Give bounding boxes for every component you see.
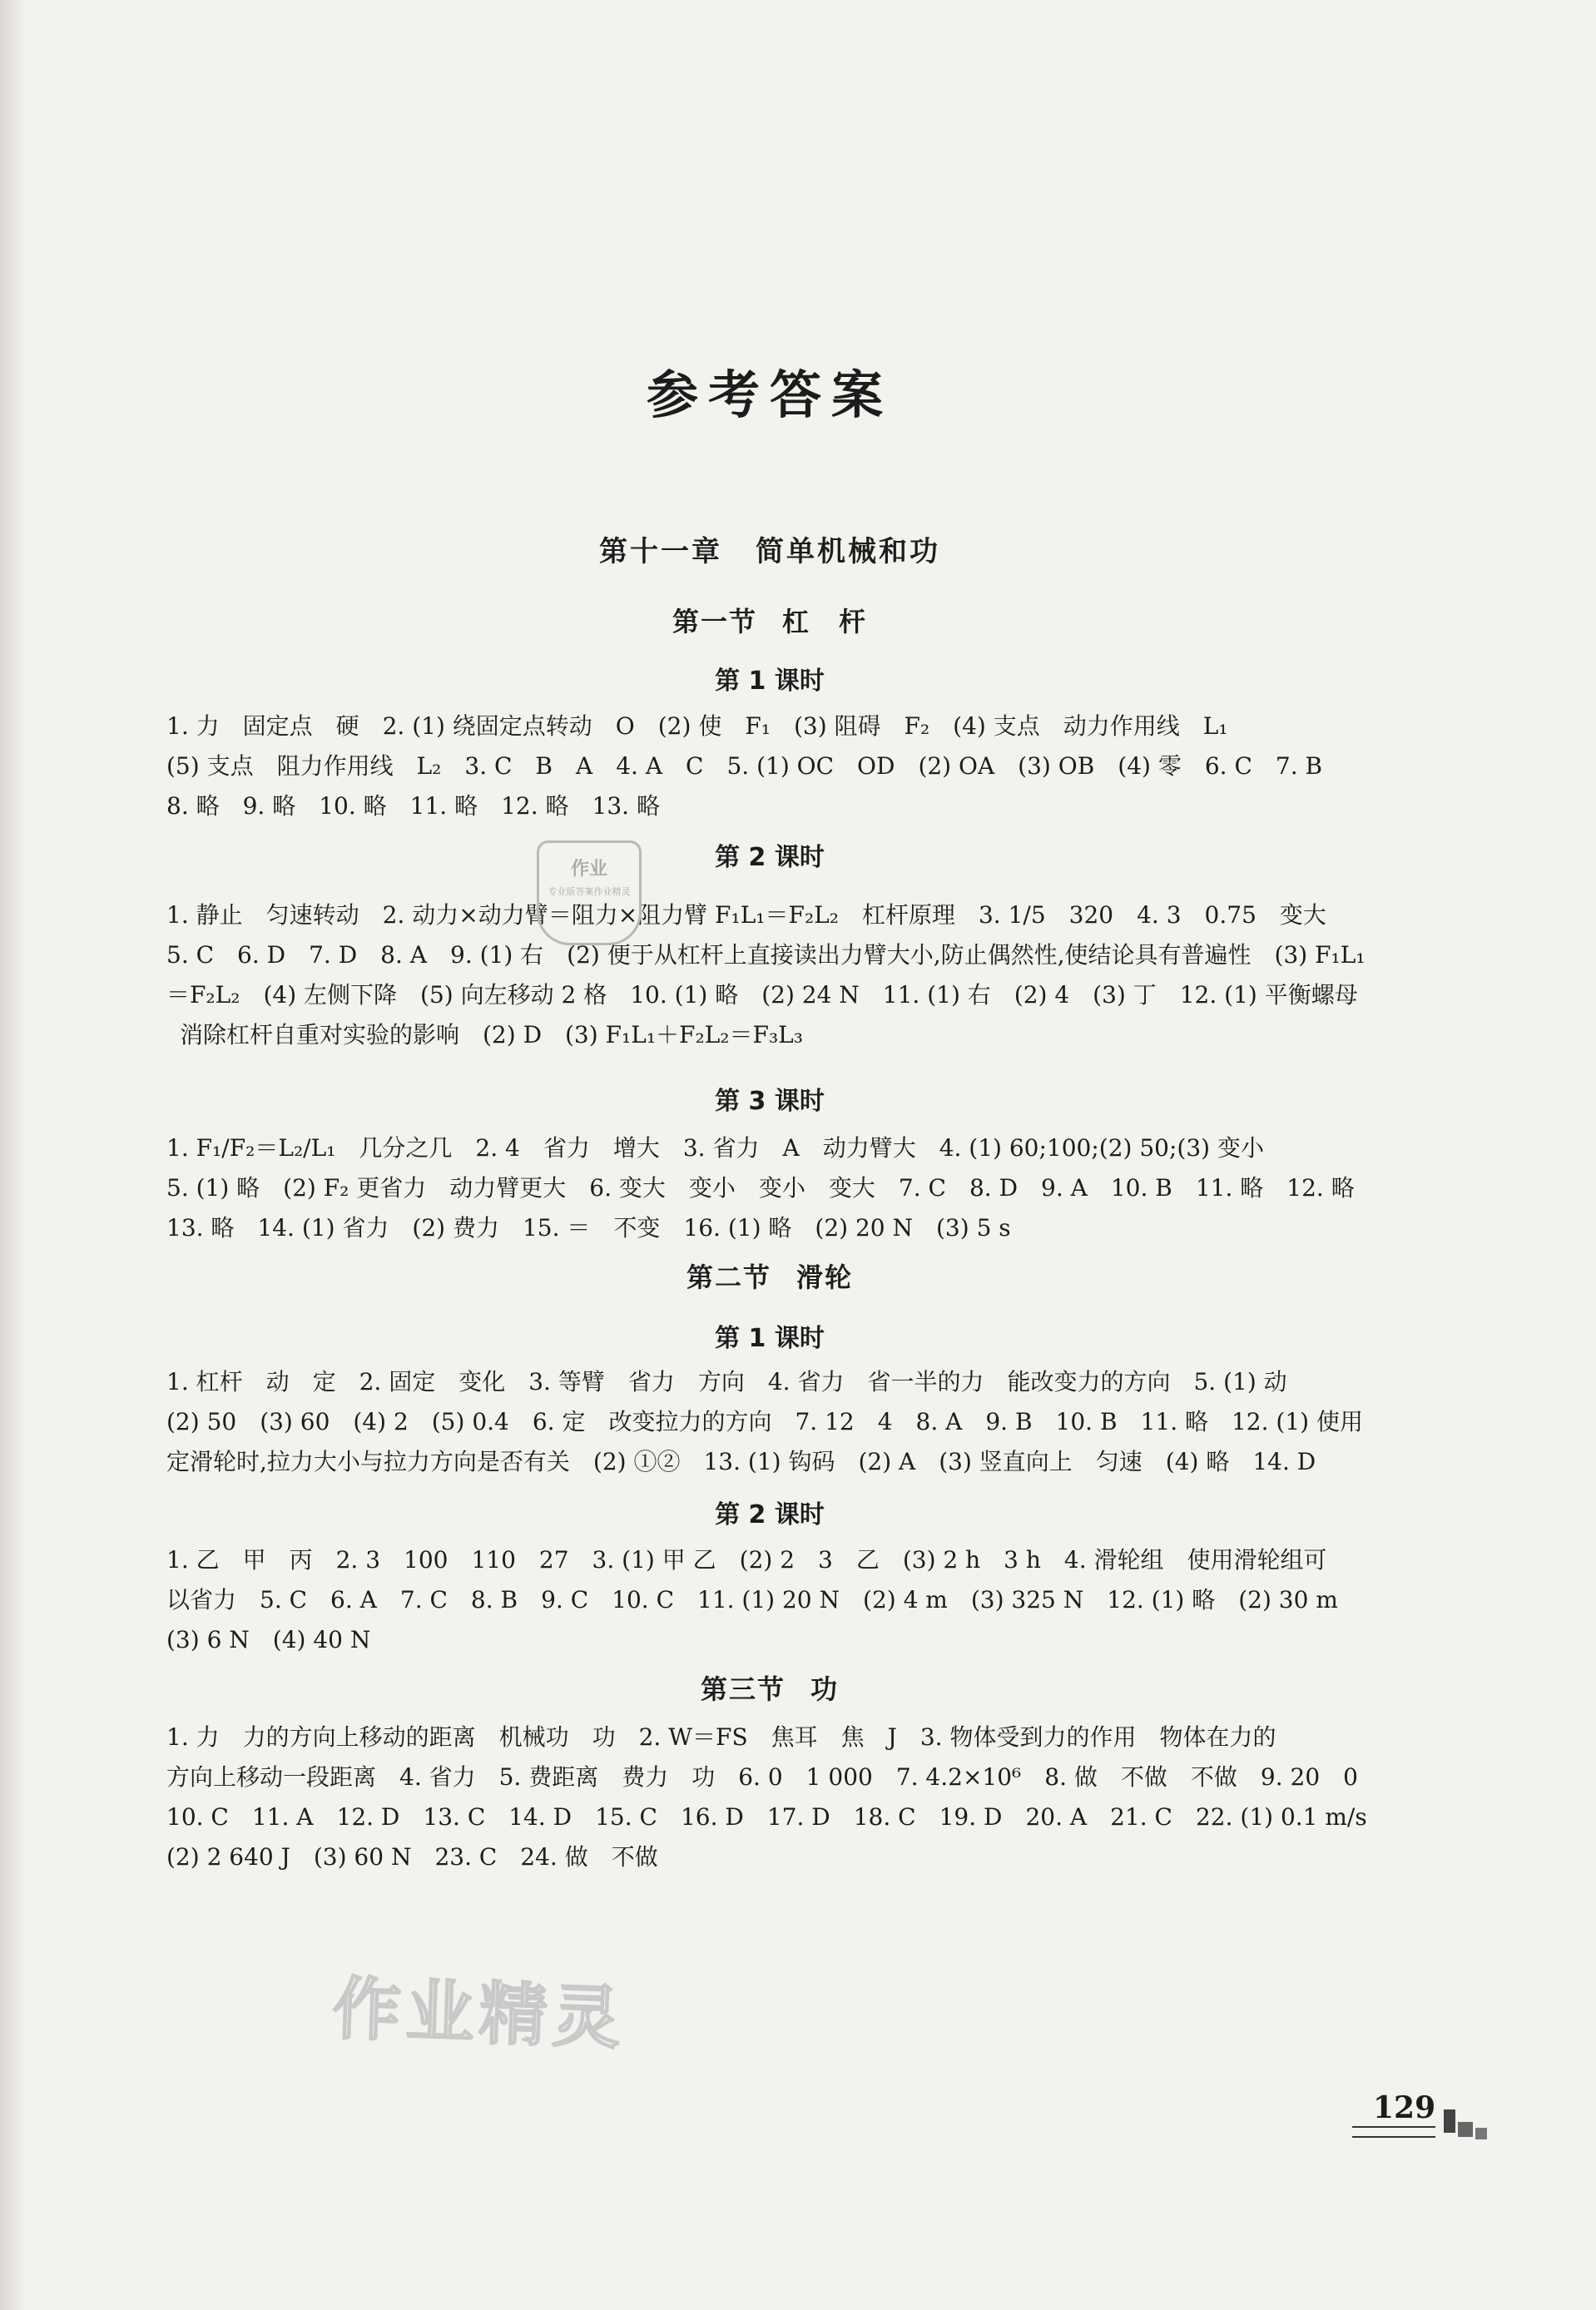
chapter-name: 简单机械和功 [756,535,940,568]
section-prefix: 第二节 [686,1262,771,1293]
watermark-stamp [537,840,642,945]
section-heading-2 [0,1257,1539,1295]
answer-line: 1. 杠杆 动 定 2. 固定 变化 3. 等臂 省力 方向 4. 省力 省一半的力 能改变力的方向 5. (1) 动 [166,1368,1287,1395]
lesson-heading: 第 3 课时 [715,1087,825,1116]
answer-paragraph [166,1362,1398,1482]
lesson-heading: 第 1 课时 [715,1324,825,1353]
answer-line: 10. C 11. A 12. D 13. C 14. D 15. C 16. D 17. D 18. C 19. D 20. A 21. C 22. (1) 0.1 m/s [166,1803,1367,1831]
answer-line: (3) 6 N (4) 40 N [166,1626,371,1653]
lesson-heading: 第 1 课时 [715,667,825,696]
page-corner-decoration [1475,2128,1487,2139]
lesson-heading: 第 2 课时 [715,1500,825,1529]
answer-line: (2) 50 (3) 60 (4) 2 (5) 0.4 6. 定 改变拉力的方向 7. 12 4 8. A 9. B 10. B 11. 略 12. (1) 使用 [166,1408,1363,1435]
answer-line: 1. F₁/F₂＝L₂/L₁ 几分之几 2. 4 省力 增大 3. 省力 A 动力臂大 4. (1) 60;100;(2) 50;(3) 变小 [166,1134,1264,1162]
answer-line: 5. (1) 略 (2) F₂ 更省力 动力臂更大 6. 变大 变小 变小 变大 7. C 8. D 9. A 10. B 11. 略 12. 略 [166,1174,1355,1202]
answer-line: (5) 支点 阻力作用线 L₂ 3. C B A 4. A C 5. (1) OC OD (2) OA (3) OB (4) 零 6. C 7. B [166,752,1323,780]
chapter-heading [0,528,1539,569]
section-name: 滑轮 [796,1262,854,1293]
answer-line: 消除杠杆自重对实验的影响 (2) D (3) F₁L₁＋F₂L₂＝F₃L₃ [180,1021,803,1048]
answer-line: (2) 2 640 J (3) 60 N 23. C 24. 做 不做 [166,1843,658,1871]
chapter-prefix: 第十一章 [599,535,722,568]
page-number-underline [1352,2126,1435,2138]
answer-paragraph [166,895,1398,1055]
answer-line: ＝F₂L₂ (4) 左侧下降 (5) 向左移动 2 格 10. (1) 略 (2) 24 N 11. (1) 右 (2) 4 (3) 丁 12. (1) 平衡螺母 [166,981,1358,1009]
answer-line: 1. 力 力的方向上移动的距离 机械功 功 2. W＝FS 焦耳 焦 J 3. 物体受到力的作用 物体在力的 [166,1723,1276,1751]
answer-line: 5. C 6. D 7. D 8. A 9. (1) 右 (2) 便于从杠杆上直接读出力臂大小,防止偶然性,使结论具有普遍性 (3) F₁L₁ [166,941,1366,969]
answer-line: 13. 略 14. (1) 省力 (2) 费力 15. ＝ 不变 16. (1) 略 (2) 20 N (3) 5 s [166,1214,1011,1242]
answer-line: 1. 力 固定点 硬 2. (1) 绕固定点转动 O (2) 使 F₁ (3) 阻碍 F₂ (4) 支点 动力作用线 L₁ [166,712,1228,740]
answer-paragraph [166,1540,1398,1660]
answer-line: 定滑轮时,拉力大小与拉力方向是否有关 (2) ①② 13. (1) 钩码 (2) A (3) 竖直向上 匀速 (4) 略 14. D [166,1448,1316,1475]
answer-paragraph [166,1128,1398,1248]
answer-line: 1. 乙 甲 丙 2. 3 100 110 27 3. (1) 甲 乙 (2) 2 3 乙 (3) 2 h 3 h 4. 滑轮组 使用滑轮组可 [166,1546,1327,1574]
page-title: 参考答案 [646,364,893,425]
section-prefix: 第一节 [672,606,757,637]
section-name: 功 [810,1673,840,1705]
section-name: 杠 杆 [782,606,868,637]
answer-line: 8. 略 9. 略 10. 略 11. 略 12. 略 13. 略 [166,792,660,820]
answer-line: 方向上移动一段距离 4. 省力 5. 费距离 费力 功 6. 0 1 000 7. 4.2×10⁶ 8. 做 不做 不做 9. 20 0 [166,1763,1358,1791]
section-prefix: 第三节 [700,1673,786,1705]
answer-paragraph [166,706,1398,826]
answer-line: 以省力 5. C 6. A 7. C 8. B 9. C 10. C 11. (1) 20 N (2) 4 m (3) 325 N 12. (1) 略 (2) 30 m [166,1586,1338,1614]
section-heading-1 [0,601,1539,639]
lesson-heading: 第 2 课时 [715,843,825,872]
page-corner-decoration [1458,2122,1473,2137]
page-corner-decoration [1444,2109,1455,2133]
watermark-text: 作业精灵 [331,1969,627,2060]
answer-paragraph [166,1718,1398,1877]
answer-line: 1. 静止 匀速转动 2. 动力×动力臂＝阻力×阻力臂 F₁L₁＝F₂L₂ 杠杆原理 3. 1/5 320 4. 3 0.75 变大 [166,901,1326,929]
stamp-main-text: 作业 [570,859,607,880]
stamp-sub-text: 专业版答案作业精灵 [548,886,631,897]
page-number: 129 [1373,2090,1436,2125]
section-heading-3 [0,1668,1539,1707]
